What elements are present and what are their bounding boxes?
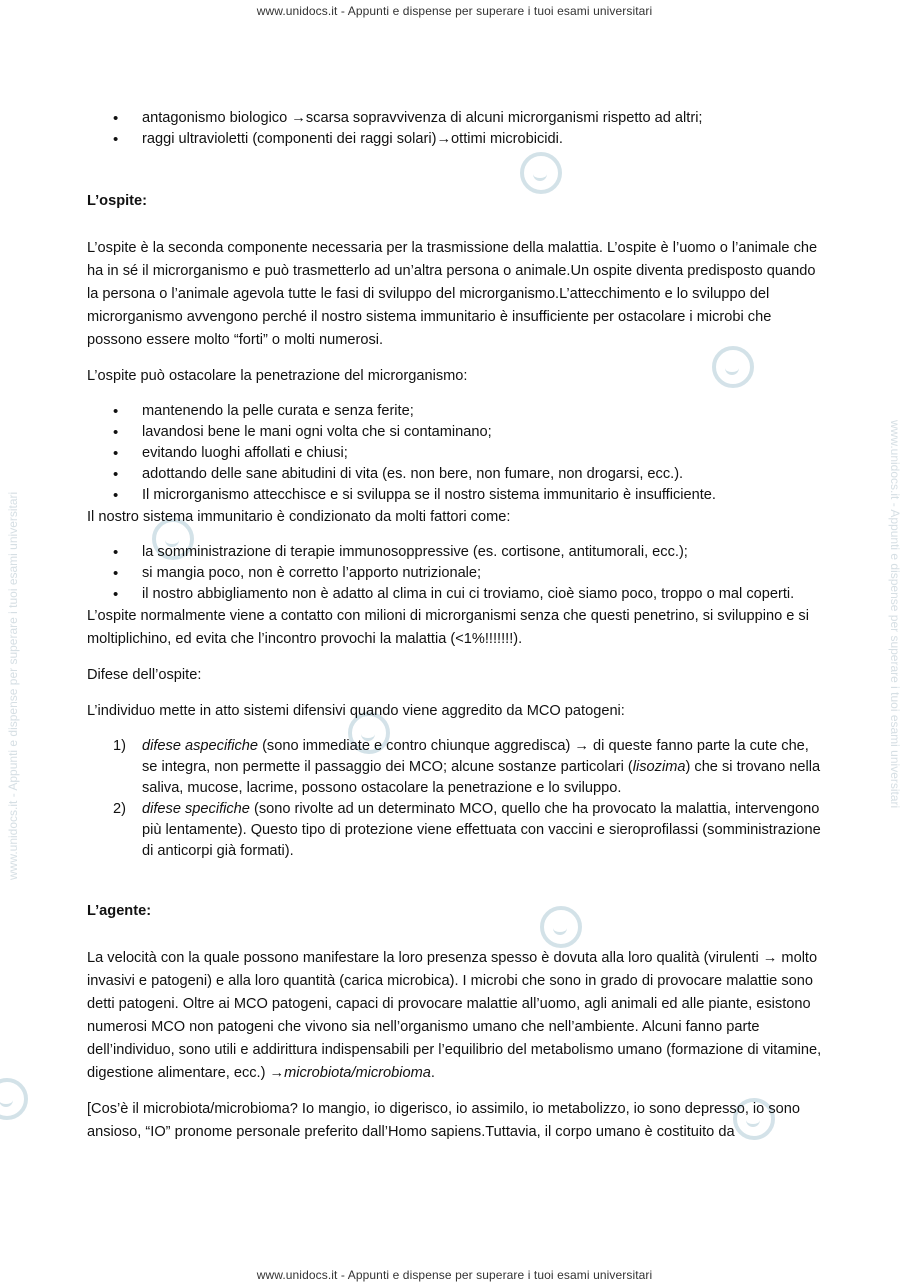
intro-bullet-list: [87, 108, 827, 150]
list-item: • raggi ultravioletti (componenti dei raggi solari)→ottimi microbicidi.: [87, 129, 827, 150]
term: difese aspecifiche: [142, 738, 259, 754]
list-item: • mantenendo la pelle curata e senza ferite;: [87, 401, 827, 422]
section-heading-agente: L’agente:: [87, 903, 152, 919]
paragraph: L’ospite normalmente viene a contatto con milioni di microrganismi senza che questi penetrino, si sviluppino e si moltiplichino, ed evita che l’incontro provochi la malattia (<1%!!!!!!!).: [87, 608, 809, 647]
document-body: [87, 108, 827, 1144]
term: lisozima: [632, 759, 686, 775]
list-item: [87, 799, 827, 862]
list-item: • adottando delle sane abitudini di vita (es. non bere, non fumare, non drogarsi, ecc.).: [87, 464, 827, 485]
defense-numbered-list: [87, 736, 827, 862]
list-item: • Il microrganismo attecchisce e si sviluppa se il nostro sistema immunitario è insufficiente.: [87, 485, 827, 506]
paragraph: L’ospite è la seconda componente necessaria per la trasmissione della malattia. L’ospite è l’uomo o l’animale che ha in sé il microrganismo e può trasmetterlo ad un’altra persona o animale.Un ospite diventa predisposto quando la persona o l’animale agevola tutte le fasi di sviluppo del microrganismo.L’attecchimento e lo sviluppo del microrganismo avvengono perché il nostro sistema immunitario è insufficiente per ostacolare i microbi che possono essere molto “forti” o molti numerosi.: [87, 240, 818, 348]
subsection-heading-difese: Difese dell’ospite:: [87, 667, 202, 683]
list-item: • il nostro abbigliamento non è adatto al clima in cui ci troviamo, cioè siamo poco, troppo o mal coperti.: [87, 584, 827, 605]
list-item: • lavandosi bene le mani ogni volta che si contaminano;: [87, 422, 827, 443]
list-text: (sono immediate e contro chiunque aggredisca) → di queste fanno parte la cute che, se integra, non permette il passaggio dei MCO; alcune sostanze particolari (: [142, 738, 809, 775]
list-item: • antagonismo biologico →scarsa sopravvivenza di alcuni microrganismi rispetto ad altri;: [87, 108, 827, 129]
prevention-bullet-list: [87, 401, 827, 506]
paragraph: L’individuo mette in atto sistemi difensivi quando viene aggredito da MCO patogeni:: [87, 703, 625, 719]
list-number: 2): [113, 801, 126, 817]
list-text: (sono rivolte ad un determinato MCO, quello che ha provocato la malattia, intervengono più lentamente). Questo tipo di protezione viene effettuata con vaccini e sieroprofilassi (somministrazione di anticorpi già formati).: [142, 801, 821, 859]
immune-factors-bullet-list: [87, 542, 827, 605]
list-number: 1): [113, 738, 126, 754]
paragraph: L’ospite può ostacolare la penetrazione del microrganismo:: [87, 368, 468, 384]
watermark-logo-icon: [0, 1078, 28, 1120]
list-text: ) che si trovano nella saliva, mucose, lacrime, possono ostacolare la penetrazione e lo sviluppo.: [142, 759, 821, 796]
term: microbiota/microbioma: [284, 1065, 431, 1081]
side-watermark-left: www.unidocs.it - Appunti e dispense per superare i tuoi esami universitari: [6, 491, 20, 880]
paragraph-text: La velocità con la quale possono manifestare la loro presenza spesso è dovuta alla loro qualità (virulenti → molto invasivi e patogeni) e alla loro quantità (carica microbica). I microbi che sono in grado di provocare malattie sono detti patogeni. Oltre ai MCO patogeni, capaci di provocare malattie all’uomo, agli animali ed alle piante, esistono numerosi MCO non patogeni che vivono sia nell’organismo umano che nell’ambiente. Alcuni fanno parte dell’individuo, sono utili e addirittura indispensabili per l’equilibrio del metabolismo umano (formazione di vitamine, digestione alimentare, ecc.) →: [87, 950, 822, 1081]
side-watermark-right: www.unidocs.it - Appunti e dispense per superare i tuoi esami universitari: [888, 420, 902, 809]
page-header-watermark: www.unidocs.it - Appunti e dispense per superare i tuoi esami universitari: [256, 4, 653, 18]
paragraph: [87, 947, 827, 1085]
list-item: [87, 736, 827, 799]
section-heading-ospite: L’ospite:: [87, 193, 147, 209]
term: difese specifiche: [142, 801, 250, 817]
paragraph: Il nostro sistema immunitario è condizionato da molti fattori come:: [87, 509, 511, 525]
paragraph: [Cos’è il microbiota/microbioma? Io mangio, io digerisco, io assimilo, io metabolizzo, io sono depresso, io sono ansioso, “IO” pronome personale preferito dall’Homo sapiens.Tuttavia, il corpo umano è costituito da: [87, 1101, 800, 1140]
page-footer-watermark: www.unidocs.it - Appunti e dispense per superare i tuoi esami universitari: [256, 1268, 653, 1282]
paragraph-text: .: [430, 1065, 435, 1081]
list-item: • evitando luoghi affollati e chiusi;: [87, 443, 827, 464]
list-item: • si mangia poco, non è corretto l’apporto nutrizionale;: [87, 563, 827, 584]
list-item: • la somministrazione di terapie immunosoppressive (es. cortisone, antitumorali, ecc.);: [87, 542, 827, 563]
